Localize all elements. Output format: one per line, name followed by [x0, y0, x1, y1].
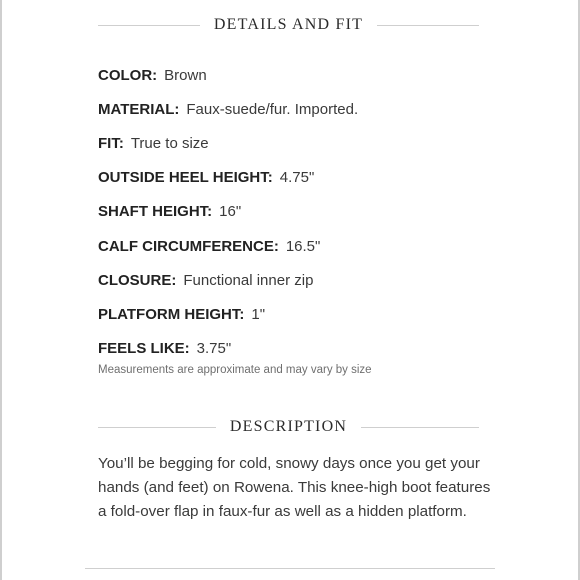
spec-value: Brown [164, 66, 207, 84]
spec-label: OUTSIDE HEEL HEIGHT: [98, 169, 273, 187]
divider-line [361, 427, 479, 428]
spec-label: CLOSURE: [98, 271, 177, 289]
spec-row-platform-height [98, 297, 498, 331]
divider-line [98, 25, 200, 26]
description-section-header [98, 417, 479, 437]
spec-label: FIT: [98, 134, 124, 152]
details-section-header [98, 15, 479, 35]
spec-value: True to size [130, 134, 209, 152]
left-border [0, 0, 2, 580]
spec-row-outside-heel-height [98, 161, 498, 195]
details-section-title: DETAILS AND FIT [213, 16, 364, 33]
divider-line [377, 25, 479, 26]
spec-row-color [98, 58, 498, 92]
spec-row-fit [98, 126, 498, 160]
spec-row-feels-like [98, 332, 498, 366]
spec-value: 4.75" [279, 169, 315, 187]
spec-value: Functional inner zip [183, 271, 314, 289]
spec-label: PLATFORM HEIGHT: [98, 305, 245, 323]
spec-label: SHAFT HEIGHT: [98, 203, 213, 221]
description-section-title: DESCRIPTION [229, 418, 348, 435]
spec-row-material [98, 92, 498, 126]
spec-value: 1" [251, 305, 266, 323]
spec-value: 16" [219, 203, 242, 221]
bottom-divider [85, 568, 495, 569]
spec-value: 16.5" [285, 237, 321, 255]
spec-row-shaft-height [98, 195, 498, 229]
spec-row-closure [98, 263, 498, 297]
spec-label: MATERIAL: [98, 100, 180, 118]
spec-label: CALF CIRCUMFERENCE: [98, 237, 279, 255]
spec-label: COLOR: [98, 66, 158, 84]
details-spec-list [98, 58, 498, 366]
spec-value: 3.75" [196, 340, 232, 358]
measurements-note: Measurements are approximate and may vary by size [98, 364, 372, 376]
spec-value: Faux-suede/fur. Imported. [186, 100, 359, 118]
description-text: You’ll be begging for cold, snowy days once you get your hands (and feet) on Rowena. This knee-high boot features a fold-over flap in faux-fur as well as a hidden platform. [98, 455, 491, 520]
spec-label: FEELS LIKE: [98, 340, 190, 358]
divider-line [98, 427, 216, 428]
spec-row-calf-circumference [98, 229, 498, 263]
